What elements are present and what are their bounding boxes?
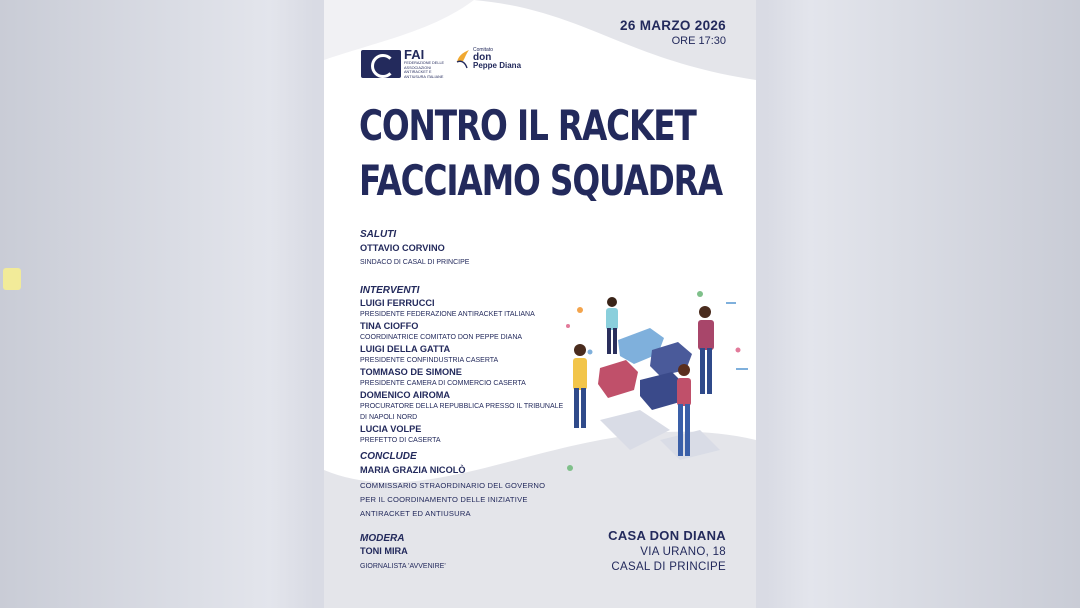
venue-name: CASA DON DIANA xyxy=(608,528,726,543)
venue-street: VIA URANO, 18 xyxy=(640,546,726,558)
venue-city: CASAL DI PRINCIPE xyxy=(611,561,726,573)
speaker-name: TINA CIOFFO xyxy=(360,321,419,331)
fai-logo xyxy=(361,48,448,79)
diana-logo-name2: Peppe Diana xyxy=(473,61,522,70)
event-date: 26 MARZO 2026 xyxy=(620,18,726,33)
speaker-role: COORDINATRICE COMITATO DON PEPPE DIANA xyxy=(360,334,523,341)
speaker-name: LUCIA VOLPE xyxy=(360,424,422,434)
yellow-highlight-mark xyxy=(3,268,21,290)
saluti-heading: SALUTI xyxy=(360,229,397,240)
modera-section xyxy=(360,533,580,572)
teamwork-puzzle-illustration xyxy=(560,280,750,480)
venue-block xyxy=(608,528,726,573)
interventi-heading: INTERVENTI xyxy=(360,285,420,296)
conclude-role: PER IL COORDINAMENTO DELLE INIZIATIVE xyxy=(360,495,528,504)
event-time: ORE 17:30 xyxy=(671,35,726,47)
speaker-name: TOMMASO DE SIMONE xyxy=(360,367,462,377)
speaker-name: DOMENICO AIROMA xyxy=(360,390,450,400)
conclude-role: ANTIRACKET ED ANTIUSURA xyxy=(360,509,471,518)
saluti-name: OTTAVIO CORVINO xyxy=(360,243,445,253)
dove-icon xyxy=(455,48,471,70)
interventi-section xyxy=(360,285,580,446)
speaker-role: PREFETTO DI CASERTA xyxy=(360,437,441,444)
speaker-name: LUIGI DELLA GATTA xyxy=(360,344,451,354)
conclude-name: MARIA GRAZIA NICOLÒ xyxy=(360,465,466,475)
speaker-role: PRESIDENTE FEDERAZIONE ANTIRACKET ITALIANA xyxy=(360,311,535,318)
saluti-role: SINDACO DI CASAL DI PRINCIPE xyxy=(360,259,470,266)
diana-logo-name1: don xyxy=(473,52,492,63)
comitato-don-diana-logo xyxy=(455,46,521,70)
event-title-line1: CONTRO IL RACKET xyxy=(359,101,696,150)
program-list xyxy=(360,229,580,572)
speaker-role: PRESIDENTE CONFINDUSTRIA CASERTA xyxy=(360,357,499,364)
conclude-section xyxy=(360,451,580,521)
conclude-role: COMMISSARIO STRAORDINARIO DEL GOVERNO xyxy=(360,481,546,490)
event-title-line2: FACCIAMO SQUADRA xyxy=(359,156,722,205)
speaker-role-cont: DI NAPOLI NORD xyxy=(360,414,418,421)
fai-logo-icon xyxy=(361,50,401,78)
saluti-section xyxy=(360,229,580,268)
event-date-block xyxy=(620,18,726,47)
modera-name: TONI MIRA xyxy=(360,546,408,556)
speaker-name: LUIGI FERRUCCI xyxy=(360,298,435,308)
event-title xyxy=(359,98,739,208)
modera-heading: MODERA xyxy=(360,533,405,544)
speaker-role: PROCURATORE DELLA REPUBBLICA PRESSO IL TRIBUNALE xyxy=(360,403,564,410)
fai-logo-name: FAI xyxy=(404,47,425,62)
modera-role: GIORNALISTA 'AVVENIRE' xyxy=(360,563,446,570)
diana-logo-pre: Comitato xyxy=(473,47,494,53)
event-poster xyxy=(324,0,756,608)
speaker-role: PRESIDENTE CAMERA DI COMMERCIO CASERTA xyxy=(360,380,526,387)
fai-logo-subtitle: FEDERAZIONE DELLE ASSOCIAZIONI ANTIRACKET E ANTIUSURA ITALIANE xyxy=(404,61,445,79)
conclude-heading: CONCLUDE xyxy=(360,451,417,462)
